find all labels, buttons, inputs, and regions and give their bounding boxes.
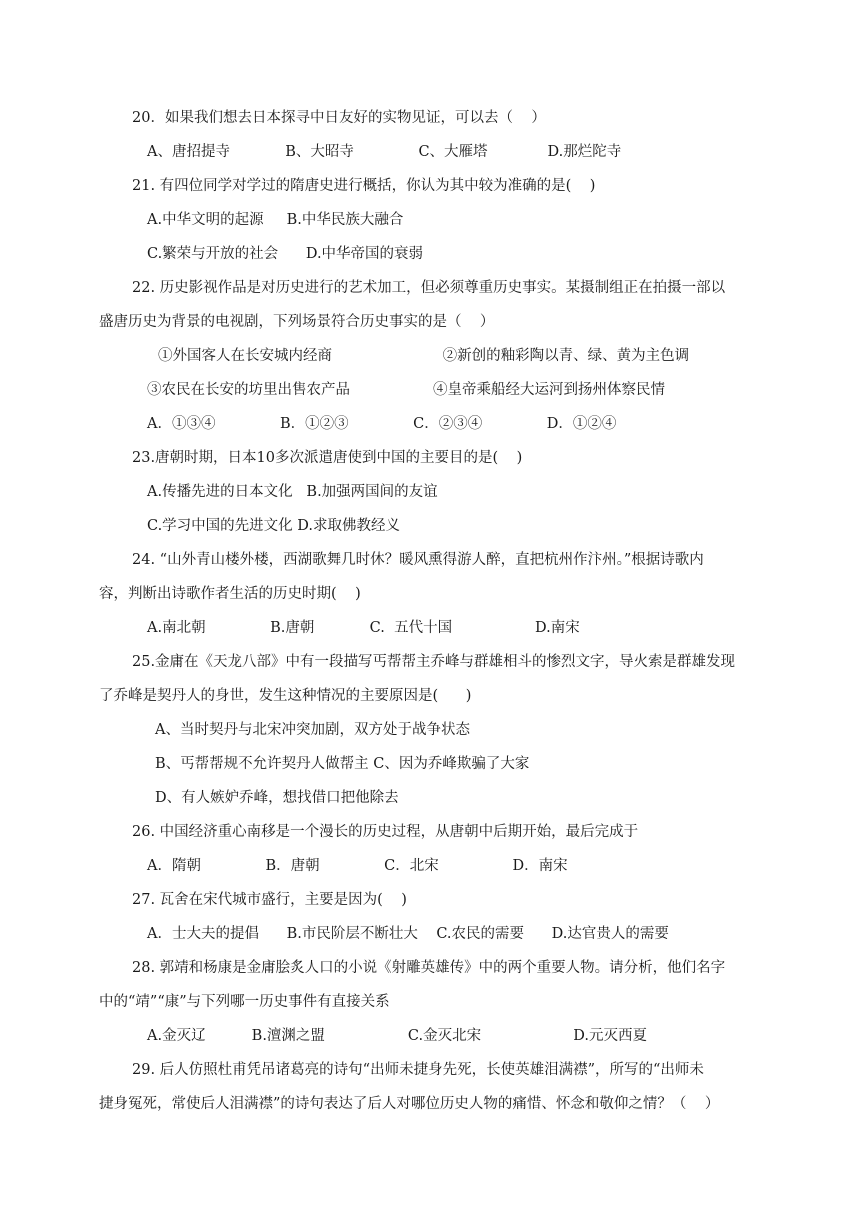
- q26-options: A．隋朝 B．唐朝 C．北宋 D．南宋: [147, 858, 568, 874]
- q22-stem-line-1: 22. 历史影视作品是对历史进行的艺术加工，但必须尊重历史事实。某摄制组正在拍摄一部以: [132, 280, 726, 296]
- q27-options: A．士大夫的提倡 B.市民阶层不断壮大 C.农民的需要 D.达官贵人的需要: [147, 926, 669, 942]
- q23-option-line-2: C.学习中国的先进文化 D.求取佛教经义: [147, 518, 401, 534]
- q21-option-line-1: A.中华文明的起源 B.中华民族大融合: [147, 212, 404, 228]
- q20-options: A、唐招提寺 B、大昭寺 C、大雁塔 D.那烂陀寺: [147, 144, 622, 160]
- q29-stem-line-1: 29. 后人仿照杜甫凭吊诸葛亮的诗句“出师未捷身先死，长使英雄泪满襟”，所写的“出师未: [132, 1062, 704, 1078]
- q24-stem-line-1: 24. “山外青山楼外楼，西湖歌舞几时休？暖风熏得游人醉，直把杭州作汴州。”根据诗歌内: [132, 552, 704, 568]
- q22-options: A．①③④ B．①②③ C．②③④ D．①②④: [147, 416, 617, 432]
- q24-stem-line-2: 容，判断出诗歌作者生活的历史时期( ): [99, 586, 361, 602]
- q27-stem: 27. 瓦舍在宋代城市盛行，主要是因为( ): [132, 892, 407, 908]
- q25-stem-line-1: 25.金庸在《天龙八部》中有一段描写丐帮帮主乔峰与群雄相斗的惨烈文字，导火索是群雄发现: [132, 654, 736, 670]
- q25-option-bc: B、丐帮帮规不允许契丹人做帮主 C、因为乔峰欺骗了大家: [155, 756, 530, 772]
- q23-option-line-1: A.传播先进的日本文化 B.加强两国间的友谊: [147, 484, 438, 500]
- q25-option-d: D、有人嫉妒乔峰，想找借口把他除去: [155, 790, 399, 806]
- q22-statements-1: ①外国客人在长安城内经商 ②新创的釉彩陶以青、绿、黄为主色调: [158, 348, 690, 364]
- q25-stem-line-2: 了乔峰是契丹人的身世，发生这种情况的主要原因是( ): [99, 688, 472, 704]
- q28-stem-line-2: 中的“靖”“康”与下列哪一历史事件有直接关系: [99, 994, 390, 1010]
- q28-options: A.金灭辽 B.澶渊之盟 C.金灭北宋 D.元灭西夏: [147, 1028, 647, 1044]
- q29-stem-line-2: 捷身冤死，常使后人泪满襟”的诗句表达了后人对哪位历史人物的痛惜、怀念和敬仰之情？（ ）: [99, 1096, 720, 1112]
- q24-options: A.南北朝 B.唐朝 C. 五代十国 D.南宋: [147, 620, 580, 636]
- q21-stem: 21. 有四位同学对学过的隋唐史进行概括，你认为其中较为准确的是( ): [132, 178, 596, 194]
- q22-statements-2: ③农民在长安的坊里出售农产品 ④皇帝乘船经大运河到扬州体察民情: [147, 382, 665, 398]
- q26-stem: 26. 中国经济重心南移是一个漫长的历史过程，从唐朝中后期开始，最后完成于: [132, 824, 639, 840]
- q23-stem: 23.唐朝时期，日本10多次派遣唐使到中国的主要目的是( ): [132, 450, 523, 466]
- q21-option-line-2: C.繁荣与开放的社会 D.中华帝国的衰弱: [147, 246, 424, 262]
- q28-stem-line-1: 28. 郭靖和杨康是金庸脍炙人口的小说《射雕英雄传》中的两个重要人物。请分析，他们名字: [132, 960, 726, 976]
- q25-option-a: A、当时契丹与北宋冲突加剧，双方处于战争状态: [155, 722, 470, 738]
- q20-stem: 20．如果我们想去日本探寻中日友好的实物见证，可以去（ ）: [132, 110, 546, 126]
- q22-stem-line-2: 盛唐历史为背景的电视剧，下列场景符合历史事实的是（ ）: [99, 314, 495, 330]
